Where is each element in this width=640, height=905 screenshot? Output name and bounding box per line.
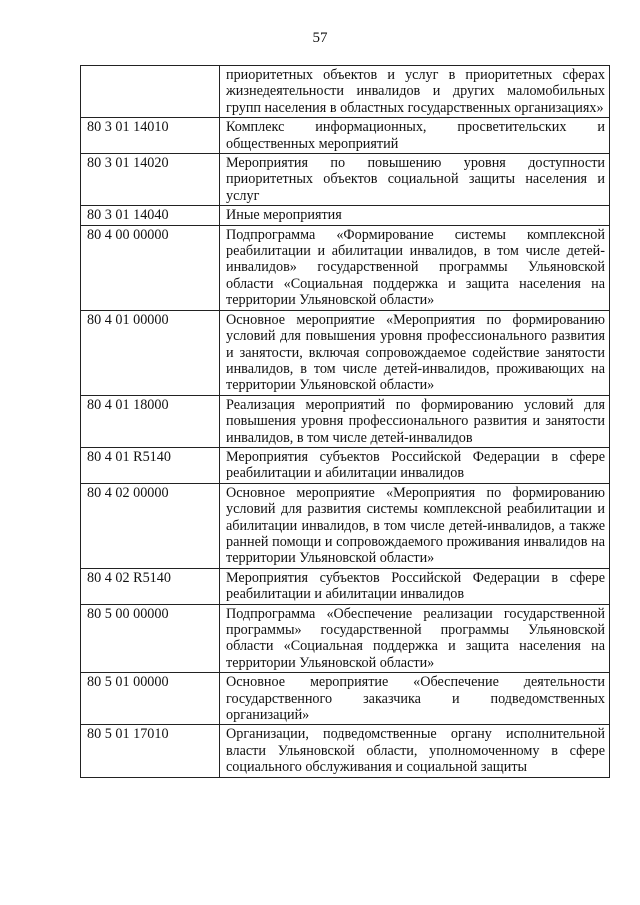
description-cell: Иные мероприятия	[220, 206, 610, 225]
code-cell: 80 4 01 18000	[81, 395, 220, 447]
table-row	[81, 673, 610, 725]
description-cell: Основное мероприятие «Мероприятия по формированию условий для повышения уровня профессионального развития и занятости, включая сопровождаемое содействие занятости инвалидов, в том числе детей-инвалидов, проживающих на территории Ульяновской области»	[220, 310, 610, 395]
code-cell: 80 3 01 14040	[81, 206, 220, 225]
page-number: 57	[312, 30, 328, 46]
table-row	[81, 568, 610, 604]
code-cell: 80 5 00 00000	[81, 604, 220, 673]
table-row	[81, 225, 610, 310]
code-cell: 80 4 01 00000	[81, 310, 220, 395]
description-cell: Мероприятия субъектов Российской Федерации в сфере реабилитации и абилитации инвалидов	[220, 568, 610, 604]
table-row	[81, 483, 610, 568]
code-cell: 80 4 02 R5140	[81, 568, 220, 604]
table-row	[81, 447, 610, 483]
description-cell: Реализация мероприятий по формированию условий для повышения уровня профессионального развития и занятости инвалидов, в том числе детей-инвалидов	[220, 395, 610, 447]
table-row	[81, 395, 610, 447]
description-cell: Подпрограмма «Обеспечение реализации государственной программы» государственной программы Ульяновской области «Социальная поддержка и защита населения на территории Ульяновской области»	[220, 604, 610, 673]
budget-classification-table	[80, 65, 610, 778]
description-cell: Комплекс информационных, просветительских и общественных мероприятий	[220, 118, 610, 154]
table-row	[81, 66, 610, 118]
description-cell: приоритетных объектов и услуг в приоритетных сферах жизнедеятельности инвалидов и других маломобильных групп населения в областных государственных организациях»	[220, 66, 610, 118]
table-row	[81, 310, 610, 395]
code-cell: 80 5 01 17010	[81, 725, 220, 777]
table-row	[81, 154, 610, 206]
table-row	[81, 206, 610, 225]
table-row	[81, 725, 610, 777]
description-cell: Основное мероприятие «Обеспечение деятельности государственного заказчика и подведомственных организаций»	[220, 673, 610, 725]
description-cell: Подпрограмма «Формирование системы комплексной реабилитации и абилитации инвалидов, в том числе детей-инвалидов» государственной программы Ульяновской области «Социальная поддержка и защита населения на территории Ульяновской области»	[220, 225, 610, 310]
description-cell: Мероприятия по повышению уровня доступности приоритетных объектов социальной защиты населения и услуг	[220, 154, 610, 206]
description-cell: Организации, подведомственные органу исполнительной власти Ульяновской области, уполномоченному в сфере социального обслуживания и социальной защиты	[220, 725, 610, 777]
code-cell: 80 3 01 14010	[81, 118, 220, 154]
description-cell: Мероприятия субъектов Российской Федерации в сфере реабилитации и абилитации инвалидов	[220, 447, 610, 483]
code-cell: 80 4 01 R5140	[81, 447, 220, 483]
code-cell: 80 4 00 00000	[81, 225, 220, 310]
code-cell: 80 4 02 00000	[81, 483, 220, 568]
code-cell	[81, 66, 220, 118]
code-cell: 80 5 01 00000	[81, 673, 220, 725]
table-row	[81, 118, 610, 154]
code-cell: 80 3 01 14020	[81, 154, 220, 206]
table-body	[81, 66, 610, 778]
description-cell: Основное мероприятие «Мероприятия по формированию условий для развития системы комплексной реабилитации и абилитации инвалидов, в том числе детей-инвалидов, а также ранней помощи и сопровождаемого проживания инвалидов на территории Ульяновской области»	[220, 483, 610, 568]
table-row	[81, 604, 610, 673]
